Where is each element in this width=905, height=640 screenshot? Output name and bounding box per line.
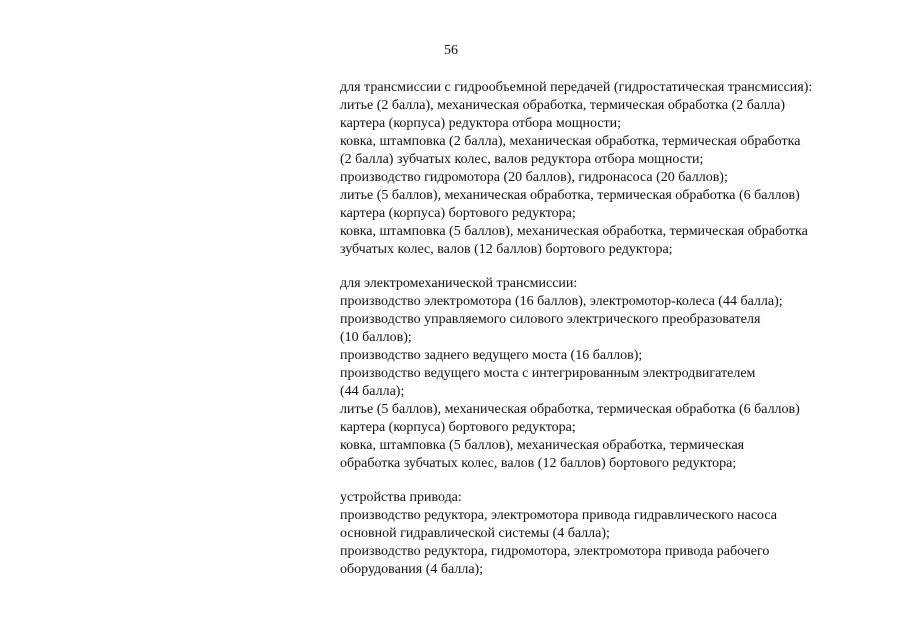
- text-line: (2 балла) зубчатых колес, валов редуктора отбора мощности;: [340, 152, 704, 167]
- text-line: картера (корпуса) бортового редуктора;: [340, 420, 576, 435]
- text-line: для электромеханической трансмиссии:: [340, 276, 578, 291]
- text-line: картера (корпуса) бортового редуктора;: [340, 206, 576, 221]
- text-line: зубчатых колес, валов (12 баллов) бортового редуктора;: [340, 242, 673, 257]
- page-number: 56: [444, 43, 458, 58]
- text-line: картера (корпуса) редуктора отбора мощности;: [340, 116, 622, 131]
- text-line: производство заднего ведущего моста (16 баллов);: [340, 348, 643, 363]
- text-line: устройства привода:: [340, 490, 462, 505]
- text-line: производство редуктора, электромотора привода гидравлического насоса: [340, 508, 778, 523]
- paragraph-gap: [340, 473, 870, 489]
- text-line: обработка зубчатых колес, валов (12 баллов) бортового редуктора;: [340, 456, 737, 471]
- text-line: оборудования (4 балла);: [340, 562, 484, 577]
- section-hydrostatic-transmission: [340, 79, 870, 259]
- text-line: производство редуктора, гидромотора, электромотора привода рабочего: [340, 544, 770, 559]
- text-line: производство ведущего моста с интегрированным электродвигателем: [340, 366, 756, 381]
- text-line: производство электромотора (16 баллов), электромотор-колеса (44 балла);: [340, 294, 783, 309]
- section-drive-devices: [340, 489, 870, 579]
- text-line: (44 балла);: [340, 384, 405, 399]
- text-line: для трансмиссии с гидрообъемной передачей (гидростатическая трансмиссия):: [340, 80, 813, 95]
- paragraph-gap: [340, 259, 870, 275]
- document-body: [340, 79, 870, 579]
- text-line: литье (5 баллов), механическая обработка, термическая обработка (6 баллов): [340, 188, 800, 203]
- text-line: производство управляемого силового электрического преобразователя: [340, 312, 761, 327]
- section-electromechanical-transmission: [340, 275, 870, 473]
- text-line: литье (5 баллов), механическая обработка, термическая обработка (6 баллов): [340, 402, 800, 417]
- text-line: основной гидравлической системы (4 балла);: [340, 526, 610, 541]
- text-line: (10 баллов);: [340, 330, 412, 345]
- text-line: ковка, штамповка (5 баллов), механическая обработка, термическая обработка: [340, 224, 808, 239]
- text-line: ковка, штамповка (2 балла), механическая обработка, термическая обработка: [340, 134, 801, 149]
- text-line: производство гидромотора (20 баллов), гидронасоса (20 баллов);: [340, 170, 728, 185]
- text-line: литье (2 балла), механическая обработка, термическая обработка (2 балла): [340, 98, 786, 113]
- text-line: ковка, штамповка (5 баллов), механическая обработка, термическая: [340, 438, 745, 453]
